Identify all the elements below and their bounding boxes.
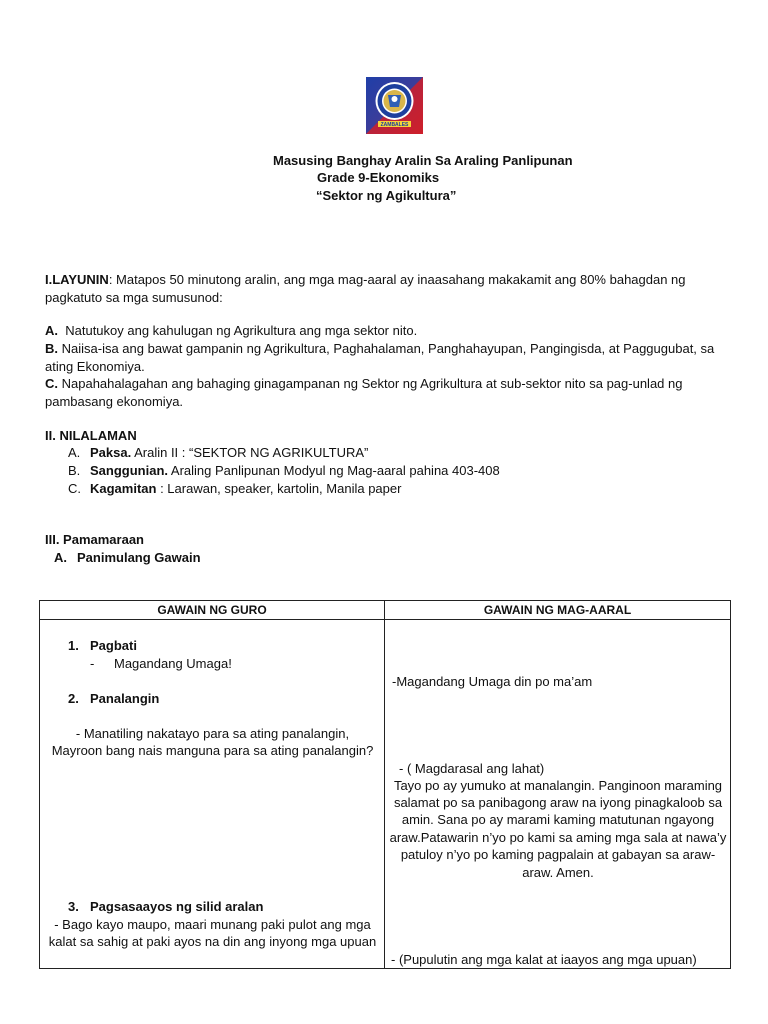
layunin-paragraph <box>45 271 745 307</box>
mag-aaral-prayer-line-1: Tayo po ay yumuko at manalangin. Panginoon maraming <box>393 778 723 793</box>
layunin-item-c-text: Napahahalagahan ang bahaging ginagampanan ng Sektor ng Agrikultura at sub-sektor nito sa pag-unlad ng pambasang ekonomiya. <box>45 376 683 409</box>
layunin-item-b-text: Naiisa-isa ang bawat gampanin ng Agrikultura, Paghahalaman, Panghahayupan, Pangingisda, at Paggugubat, sa ating Ekonomiya. <box>45 341 715 374</box>
guro-step-pagsasaayos: 3. Pagsasaayos ng silid aralan <box>68 899 264 914</box>
layunin-item-c <box>45 375 745 411</box>
mag-aaral-prayer-line-3: amin. Sana po ay marami kaming matutunan ngayong <box>401 812 715 827</box>
panimulang-gawain-heading: A. Panimulang Gawain <box>54 550 201 565</box>
nilalaman-item-c: C. Kagamitan : Larawan, speaker, kartolin, Manila paper <box>68 481 402 496</box>
mag-aaral-prayer-line-5: patuloy n’yo po kaming pagpalain at gabayan sa araw- <box>400 847 716 862</box>
layunin-text: : Matapos 50 minutong aralin, ang mga mag-aaral ay inaasahang makakamit ang 80% bahagdan ng pagkatuto sa mga sumusunod: <box>45 272 686 305</box>
mag-aaral-prayer-line-4: araw.Patawarin n’yo po kami sa aming mga sala at nawa’y <box>389 830 727 845</box>
guro-pagsasaayos-line-1: - Bago kayo maupo, maari munang paki pulot ang mga <box>54 917 371 932</box>
pamamaraan-heading: III. Pamamaraan <box>45 532 144 547</box>
title-line-3: “Sektor ng Agikultura” <box>316 188 457 203</box>
mag-aaral-response-3: - (Pupulutin ang mga kalat at iaayos ang mga upuan) <box>391 952 697 967</box>
guro-cell <box>40 620 385 969</box>
mag-aaral-response-1: -Magandang Umaga din po ma’am <box>392 674 593 689</box>
layunin-heading: I.LAYUNIN <box>45 272 109 287</box>
guro-panalangin-line-1: - Manatiling nakatayo para sa ating panalangin, <box>75 726 350 741</box>
title-line-2: Grade 9-Ekonomiks <box>317 170 440 185</box>
guro-pagbati-text: - Magandang Umaga! <box>90 656 232 671</box>
svg-text:ZAMBALES: ZAMBALES <box>380 122 409 128</box>
mag-aaral-cell <box>385 620 731 969</box>
guro-panalangin-line-2: Mayroon bang nais manguna para sa ating panalangin? <box>51 743 374 758</box>
title-line-1: Masusing Banghay Aralin Sa Araling Panlipunan <box>273 153 573 168</box>
mag-aaral-prayer-line-6: araw. Amen. <box>522 865 594 880</box>
mag-aaral-prayer-line-2: salamat po sa panibagong araw na iyong pinagkaloob sa <box>393 795 723 810</box>
layunin-item-c-letter: C. <box>45 376 58 391</box>
guro-step-panalangin: 2. Panalangin <box>68 691 160 706</box>
layunin-item-a <box>45 322 745 340</box>
column-header-mag-aaral: GAWAIN NG MAG-AARAL <box>385 601 731 620</box>
guro-pagsasaayos-line-2: kalat sa sahig at paki ayos na din ang inyong mga upuan <box>48 934 377 949</box>
layunin-item-b <box>45 340 745 376</box>
gawain-table <box>39 600 731 969</box>
mag-aaral-response-2-head: - ( Magdarasal ang lahat) <box>399 761 545 776</box>
nilalaman-heading: II. NILALAMAN <box>45 428 137 443</box>
layunin-item-b-letter: B. <box>45 341 58 356</box>
layunin-item-a-text: Natutukoy ang kahulugan ng Agrikultura ang mga sektor nito. <box>65 323 418 338</box>
nilalaman-item-b: B. Sanggunian. Araling Panlipunan Modyul ng Mag-aaral pahina 403-408 <box>68 463 500 478</box>
layunin-item-a-letter: A. <box>45 323 58 338</box>
deped-seal-logo <box>366 77 423 134</box>
guro-step-pagbati: 1. Pagbati <box>68 638 137 653</box>
nilalaman-item-a: A. Paksa. Aralin II : “SEKTOR NG AGRIKULTURA” <box>68 445 369 460</box>
column-header-guro: GAWAIN NG GURO <box>40 601 385 620</box>
